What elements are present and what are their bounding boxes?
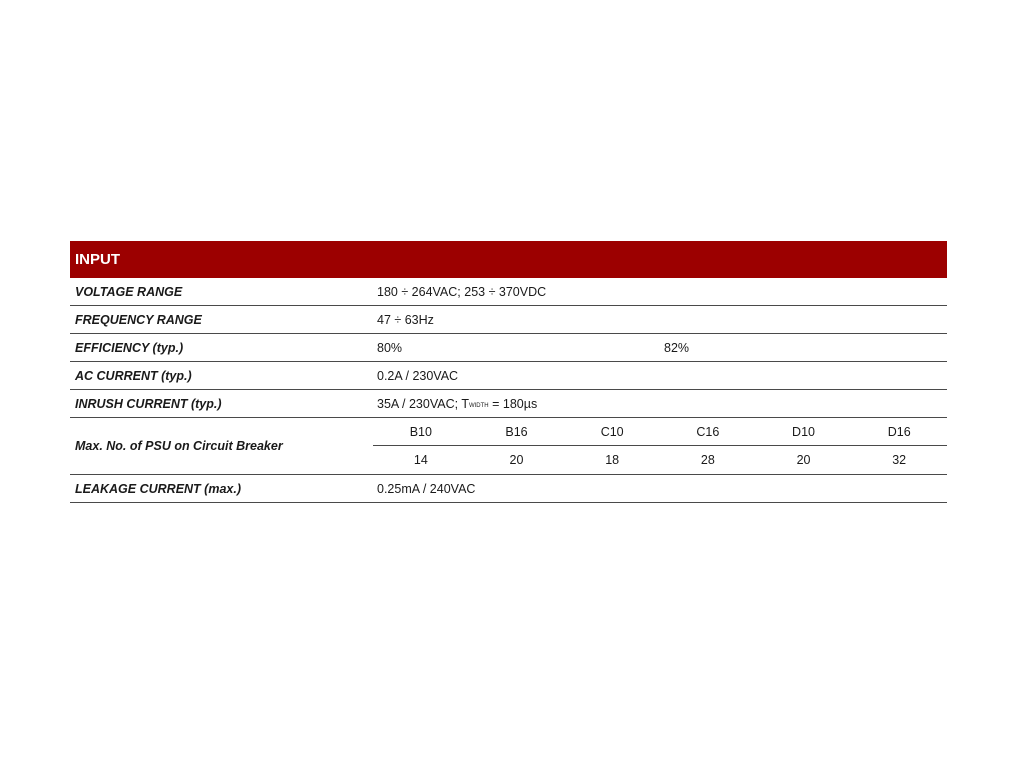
efficiency-value-1: 80%: [377, 340, 403, 355]
breaker-type-cell: C10: [600, 424, 624, 439]
frequency-range-row: [70, 306, 947, 334]
breaker-type-cell: C16: [696, 424, 720, 439]
breaker-count-cell: 20: [796, 453, 811, 467]
efficiency-row: [70, 334, 947, 362]
leakage-current-label: LEAKAGE CURRENT (max.): [75, 481, 241, 496]
breaker-types-line: [373, 418, 947, 446]
breaker-type-cell: D16: [887, 424, 911, 439]
input-spec-table: [70, 241, 947, 503]
voltage-range-value: 180 ÷ 264VAC; 253 ÷ 370VDC: [377, 284, 547, 299]
inrush-current-label: INRUSH CURRENT (typ.): [75, 396, 222, 411]
breaker-count-cell: 28: [700, 453, 715, 467]
efficiency-value-2: 82%: [664, 340, 690, 355]
circuit-breaker-grid: [373, 418, 947, 474]
breaker-type-cell: B10: [409, 424, 432, 439]
efficiency-values: [373, 341, 947, 355]
breaker-count-cell: 14: [413, 453, 428, 467]
inrush-value-prefix: 35A / 230VAC; T: [377, 396, 469, 411]
inrush-current-row: [70, 390, 947, 418]
frequency-range-value: 47 ÷ 63Hz: [377, 312, 434, 327]
inrush-current-value: [373, 397, 947, 411]
inrush-value-subscript: WIDTH: [468, 402, 489, 409]
section-title: INPUT: [75, 251, 120, 268]
circuit-breaker-label: Max. No. of PSU on Circuit Breaker: [75, 439, 283, 453]
ac-current-value: 0.2A / 230VAC: [377, 368, 459, 383]
voltage-range-label: VOLTAGE RANGE: [75, 284, 183, 299]
breaker-count-cell: 32: [892, 453, 907, 467]
breaker-count-cell: 20: [509, 453, 524, 467]
breaker-counts-line: [373, 446, 947, 474]
efficiency-label: EFFICIENCY (typ.): [75, 340, 184, 355]
frequency-range-label: FREQUENCY RANGE: [75, 312, 202, 327]
ac-current-row: [70, 362, 947, 390]
leakage-current-row: [70, 475, 947, 503]
section-header: [70, 241, 947, 278]
breaker-type-cell: B16: [505, 424, 528, 439]
voltage-range-row: [70, 278, 947, 306]
breaker-count-cell: 18: [605, 453, 620, 467]
breaker-type-cell: D10: [792, 424, 815, 439]
ac-current-label: AC CURRENT (typ.): [75, 368, 192, 383]
circuit-breaker-row: [70, 418, 947, 475]
leakage-current-value: 0.25mA / 240VAC: [377, 481, 476, 496]
inrush-value-suffix: = 180µs: [488, 396, 538, 411]
